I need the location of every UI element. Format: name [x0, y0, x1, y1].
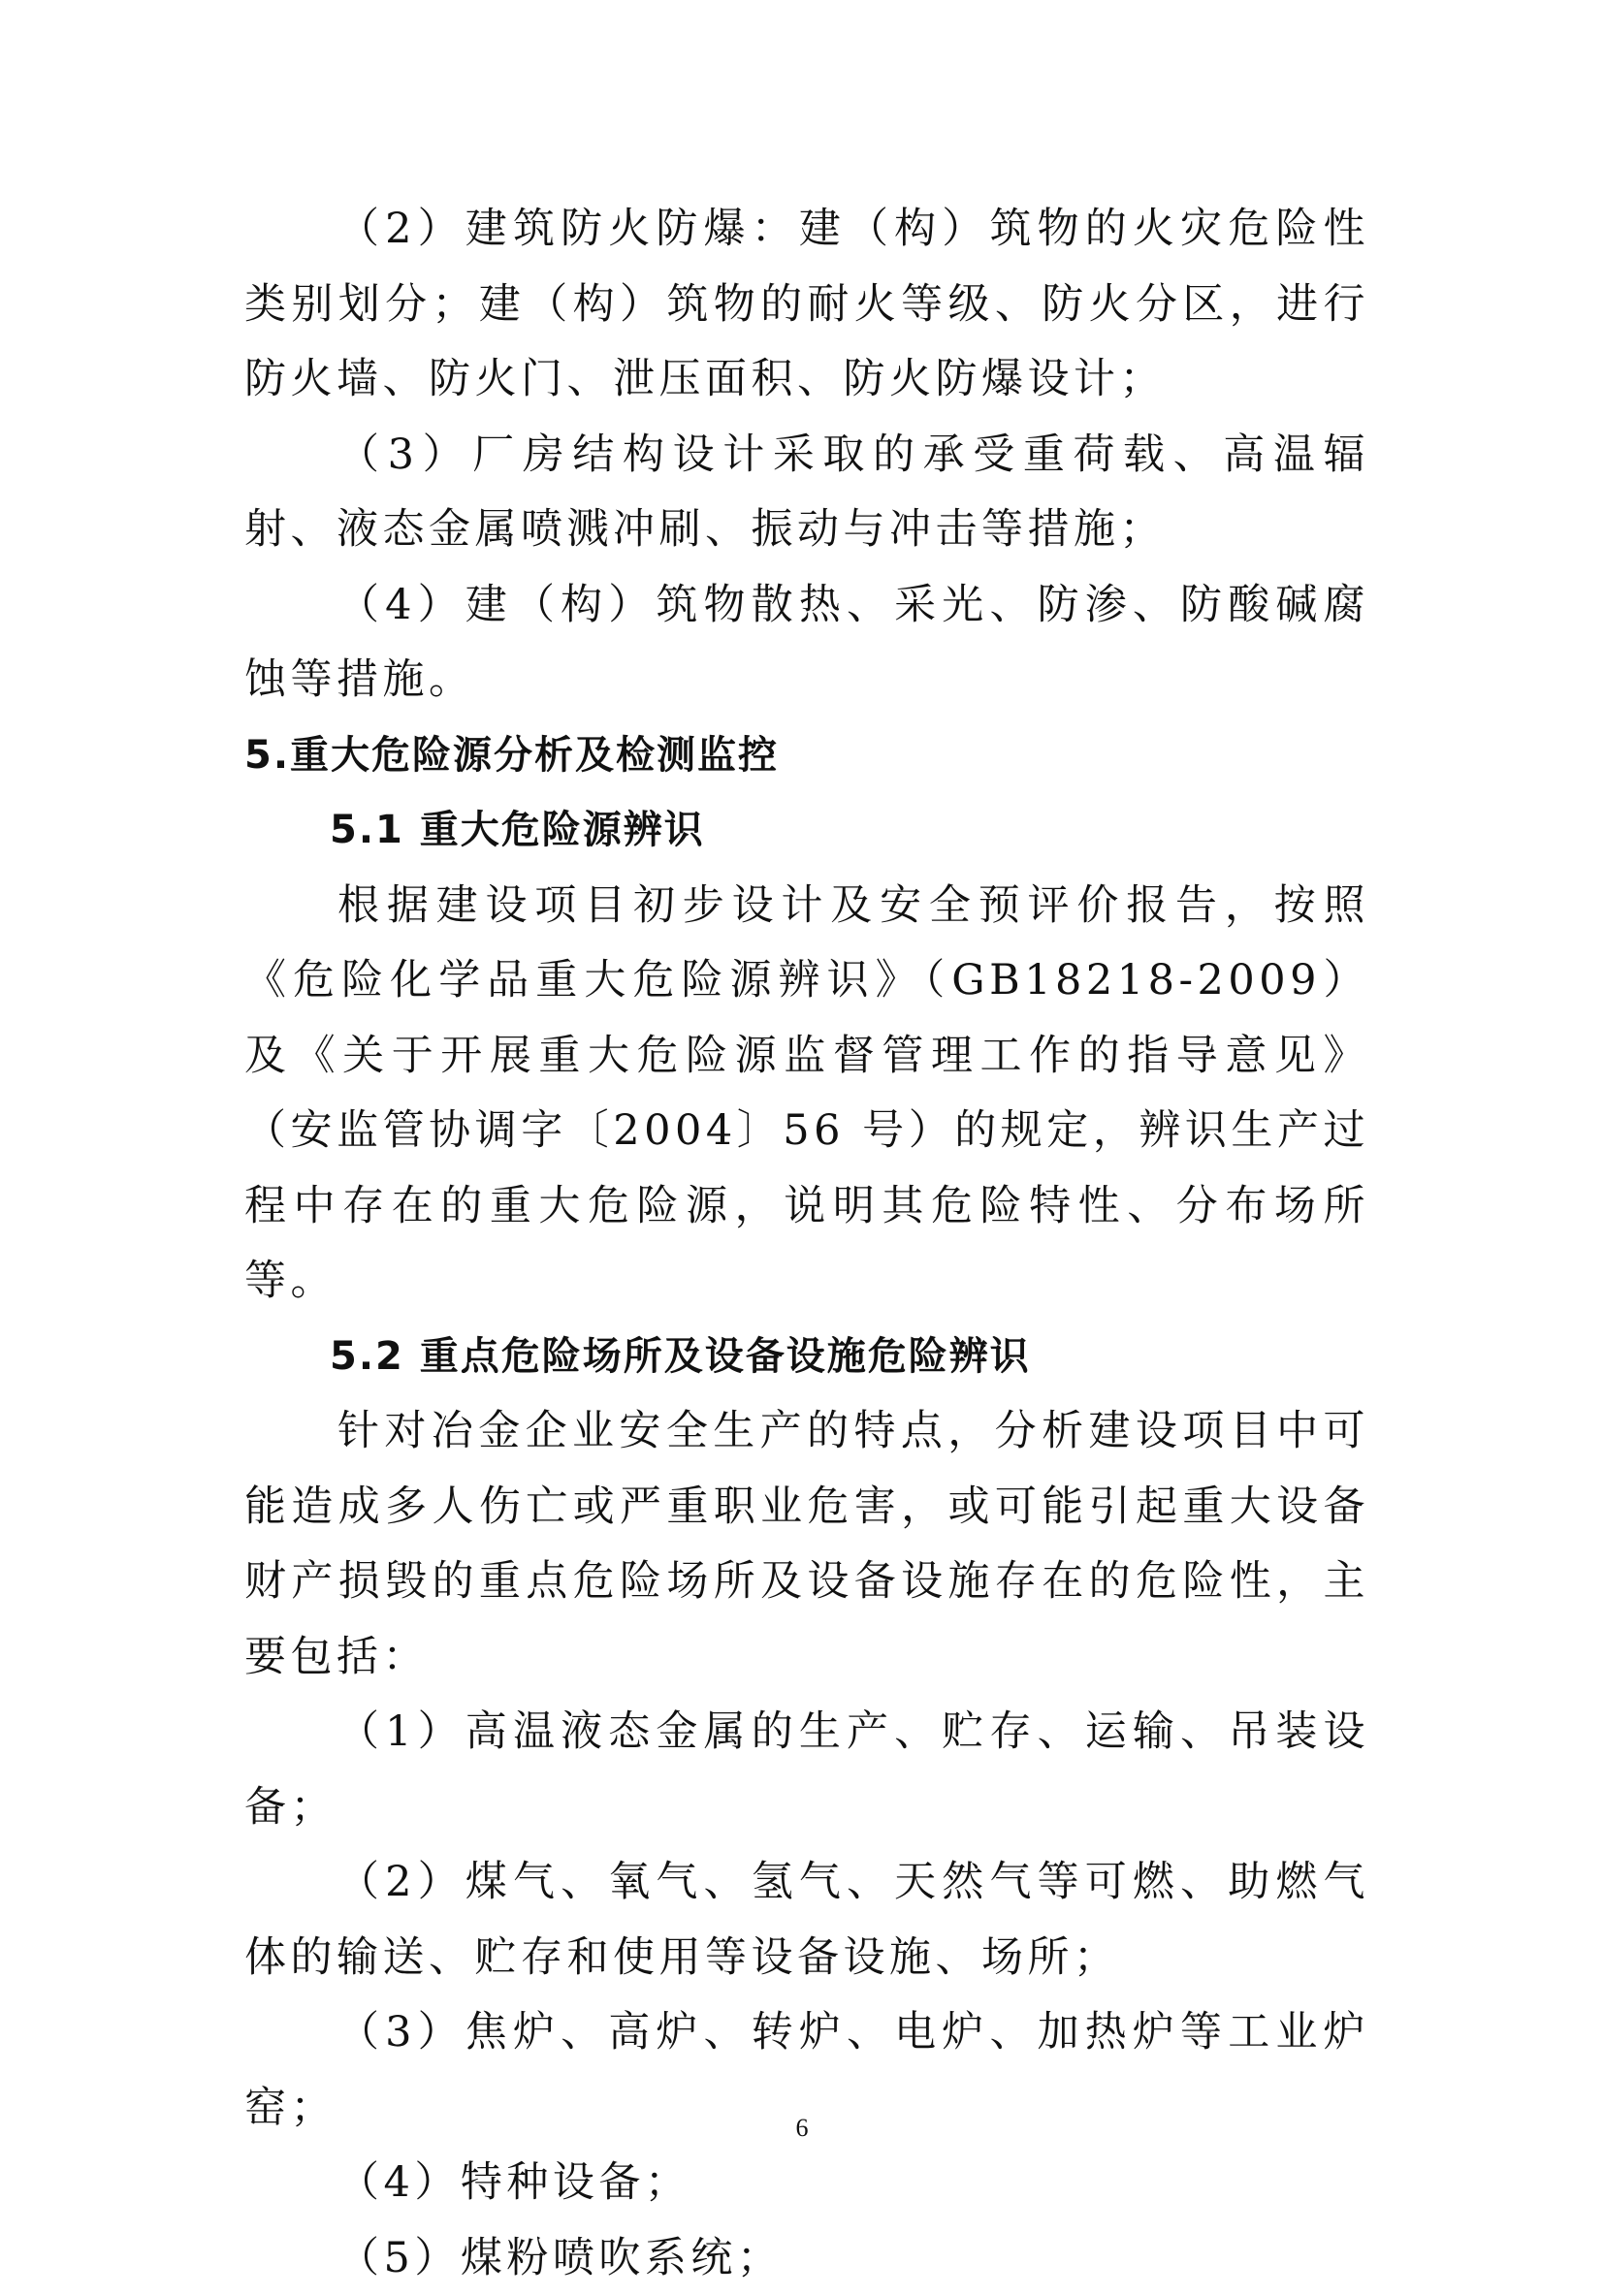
page-content: [244, 192, 1369, 2296]
subsection-heading-5-2: 5.2 重点危险场所及设备设施危险辨识: [244, 1320, 1369, 1395]
paragraph-structural-measures: （3）厂房结构设计采取的承受重荷载、高温辐射、液态金属喷溅冲刷、振动与冲击等措施；: [244, 418, 1369, 568]
list-item-2: （2）煤气、氧气、氢气、天然气等可燃、助燃气体的输送、贮存和使用等设备设施、场所；: [244, 1845, 1369, 1995]
list-item-1: （1）高温液态金属的生产、贮存、运输、吊装设备；: [244, 1695, 1369, 1845]
paragraph-major-hazard-identification: 根据建设项目初步设计及安全预评价报告，按照《危险化学品重大危险源辨识》（GB18218-2009）及《关于开展重大危险源监督管理工作的指导意见》（安监管协调字〔2004〕56 号）的规定，辨识生产过程中存在的重大危险源，说明其危险特性、分布场所等。: [244, 869, 1369, 1320]
page-number: 6: [0, 2114, 1604, 2143]
paragraph-building-measures: （4）建（构）筑物散热、采光、防渗、防酸碱腐蚀等措施。: [244, 568, 1369, 718]
list-item-4: （4）特种设备；: [244, 2146, 1369, 2221]
paragraph-key-hazard-places: 针对冶金企业安全生产的特点，分析建设项目中可能造成多人伤亡或严重职业危害，或可能引起重大设备财产损毁的重点危险场所及设备设施存在的危险性，主要包括：: [244, 1394, 1369, 1695]
subsection-heading-5-1: 5.1 重大危险源辨识: [244, 793, 1369, 869]
section-heading-5: 5.重大危险源分析及检测监控: [244, 718, 1369, 794]
list-item-5: （5）煤粉喷吹系统；: [244, 2221, 1369, 2296]
paragraph-fire-explosion-protection: （2）建筑防火防爆：建（构）筑物的火灾危险性类别划分；建（构）筑物的耐火等级、防火分区，进行防火墙、防火门、泄压面积、防火防爆设计；: [244, 192, 1369, 418]
list-item-3: （3）焦炉、高炉、转炉、电炉、加热炉等工业炉窑；: [244, 1995, 1369, 2146]
